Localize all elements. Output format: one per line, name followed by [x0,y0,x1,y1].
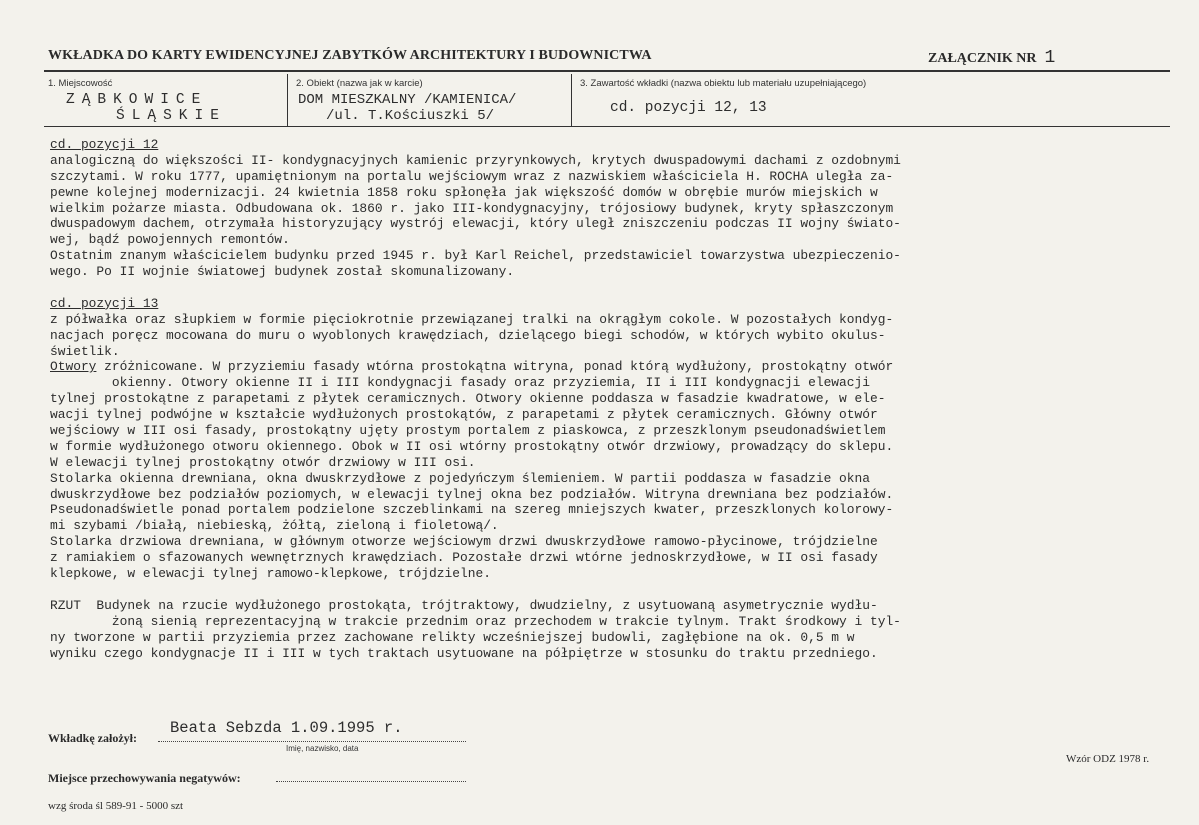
content-value: cd. pozycji 12, 13 [610,100,767,116]
object-label: 2. Obiekt (nazwa jak w karcie) [296,78,423,89]
body-line [50,455,1160,471]
body-line-text: wejściowy w III osi fasady, prostokątny ujęty prostym portalem z piaskowca, z przeszklonym pseudonadświetlem [50,423,886,439]
founder-dotted-line [158,741,466,742]
body-line [50,312,1160,328]
body-line-text: analogiczną do większości II- kondygnacyjnych kamienic przyrynkowych, krytych dwuspadowymi dachami z ozdobnymi [50,152,901,168]
content-label: 3. Zawartość wkładki (nazwa obiektu lub materiału uzupełniającego) [580,78,867,89]
body-line-underlined: Otwory [50,359,97,375]
printer-info: wzg środa śl 589-91 - 5000 szt [48,800,184,812]
body-line [50,153,1160,169]
box-divider-1 [287,74,288,126]
body-line [50,550,1160,566]
body-line [50,201,1160,217]
body-line [50,439,1160,455]
body-line-trailing: zróżnicowane. W przyziemiu fasady wtórna prostokątna witryna, ponad którą wydłużony, prostokątny otwór [96,359,894,375]
body-line-text: pewne kolejnej modernizacji. 24 kwietnia 1858 roku spłonęła jak większość domów w obrębie murów miejskich w [50,184,878,200]
body-line [50,582,1160,598]
attachment-number-value: 1 [1044,48,1056,68]
document-title: WKŁADKA DO KARTY EWIDENCYJNEJ ZABYTKÓW ARCHITEKTURY I BUDOWNICTWA [48,48,652,63]
body-line [50,630,1160,646]
negatives-dotted-line [276,781,466,782]
object-value [298,92,516,124]
body-line [50,264,1160,280]
body-line-text: Stolarka okienna drewniana, okna dwuskrzydłowe z pojedyńczym ślemieniem. W partii poddasza w fasadzie okna [50,470,870,486]
body-line [50,359,1160,375]
body-line-text: mi szybami /białą, niebieską, żółtą, zieloną i fioletową/. [50,518,499,534]
body-line [50,328,1160,344]
box-divider-2 [571,74,572,126]
body-line [50,232,1160,248]
locality-value [66,92,226,124]
body-line [50,471,1160,487]
object-line-2: /ul. T.Kościuszki 5/ [326,108,495,124]
founder-sublabel: Imię, nazwisko, data [286,744,359,753]
body-line-text: w formie wydłużonego otworu okiennego. Obok w II osi wtórny prostokątny otwór drzwiowy, prowadzący do sklepu. [50,438,894,454]
form-model: Wzór ODZ 1978 r. [1066,753,1150,765]
body-line-text: Pseudonadświetle ponad portalem podzielone szczeblinkami na szereg mniejszych kwater, przeszklonych kolorowy- [50,502,894,518]
header-top-rule [44,70,1170,72]
body-line [50,423,1160,439]
locality-label: 1. Miejscowość [48,78,113,89]
body-line-text: Stolarka drzwiowa drewniana, w głównym otworze wejściowym drzwi dwuskrzydłowe ramowo-płycinowe, trójdzielne [50,534,878,550]
body-line-text: okienny. Otwory okienne II i III kondygnacji fasady oraz przyziemia, II i III kondygnacji elewacji [50,375,870,391]
body-line-text: wacji tylnej podwójne w kształcie wydłużonych prostokątów, z parapetami z płytek ceramicznych. Główny otwór [50,407,878,423]
body-line [50,598,1160,614]
body-line-underlined: cd. pozycji 13 [50,295,159,311]
body-line [50,566,1160,582]
body-line [50,280,1160,296]
body-line-text: wego. Po II wojnie światowej budynek został skomunalizowany. [50,264,515,280]
body-line [50,502,1160,518]
attachment-number [928,48,1055,68]
body-line [50,646,1160,662]
body-line-text: szczytami. W roku 1777, upamiętnionym na portalu wejściowym wraz z nazwiskiem właściciela H. ROCHA uległa za- [50,168,894,184]
typed-body-text [50,137,1160,661]
founder-label: Wkładkę założył: [48,731,137,745]
body-line [50,344,1160,360]
body-line-text: dwuspadowym dachem, otrzymała historyzujący wystrój elewacji, który uległ zniszczeniu podczas II wojny świato- [50,216,901,232]
body-line-underlined: cd. pozycji 12 [50,137,159,152]
body-line [50,391,1160,407]
body-line [50,185,1160,201]
body-line-text: z półwałka oraz słupkiem w formie pięciokrotnie przewiązanej tralki na okrągłym cokole. W pozostałych kondyg- [50,311,894,327]
attachment-label: ZAŁĄCZNIK NR [928,51,1037,66]
header-bottom-rule [44,126,1170,127]
body-line-text: ny tworzone w partii przyziemia przez zachowane relikty wcześniejszej budowli, zagłębione na ok. 0,5 m w [50,629,855,645]
founder-value: Beata Sebzda 1.09.1995 r. [170,719,403,737]
body-line-text: W elewacji tylnej prostokątny otwór drzwiowy w III osi. [50,454,476,470]
body-line-text: RZUT Budynek na rzucie wydłużonego prostokąta, trójtraktowy, dwudzielny, z usytuowaną asymetrycznie wydłu- [50,597,878,613]
body-line-text: dwuskrzydłowe bez podziałów poziomych, w elewacji tylnej okna bez podziałów. Witryna drewniana bez podziałów. [50,486,894,502]
body-line [50,296,1160,312]
body-line [50,375,1160,391]
body-line-text: Ostatnim znanym właścicielem budynku przed 1945 r. był Karl Reichel, przedstawiciel towarzystwa ubezpieczenio- [50,248,901,264]
body-line-text: klepkowe, w elewacji tylnej ramowo-klepkowe, trójdzielne. [50,566,491,582]
negatives-label: Miejsce przechowywania negatywów: [48,771,241,785]
body-line-text: wej, bądź powojennych remontów. [50,232,290,248]
body-line-text: nacjach poręcz mocowana do muru o wyoblonych krawędziach, dzielącego biegi schodów, w których wybito okulus- [50,327,886,343]
body-line [50,518,1160,534]
body-line [50,169,1160,185]
body-line [50,534,1160,550]
body-line [50,248,1160,264]
body-line-text: wyniku czego kondygnacje II i III w tych traktach usytuowane na półpiętrze w stosunku do traktu przedniego. [50,645,878,661]
body-line-text: tylnej prostokątne z parapetami z płytek ceramicznych. Otwory okienne poddasza w fasadzie kwadratowe, w ele- [50,391,886,407]
body-line-text: wielkim pożarze miasta. Odbudowana ok. 1860 r. jako III-kondygnacyjny, trójosiowy budynek, kryty spłaszczonym [50,200,894,216]
body-line [50,614,1160,630]
object-line-1: DOM MIESZKALNY /KAMIENICA/ [298,92,517,108]
body-line [50,216,1160,232]
locality-line-1: ZĄBKOWICE [66,92,208,108]
body-line [50,407,1160,423]
locality-line-2: ŚLĄSKIE [116,108,226,124]
body-line-text: świetlik. [50,343,120,359]
body-line-text: z ramiakiem o sfazowanych wewnętrznych krawędziach. Pozostałe drzwi wtórne jednoskrzydłowe, w II osi fasady [50,550,878,566]
body-line-text: żoną sienią reprezentacyjną w trakcie przednim oraz przechodem w trakcie tylnym. Trakt środkowy i tyl- [50,613,901,629]
body-line [50,487,1160,503]
body-line [50,137,1160,153]
